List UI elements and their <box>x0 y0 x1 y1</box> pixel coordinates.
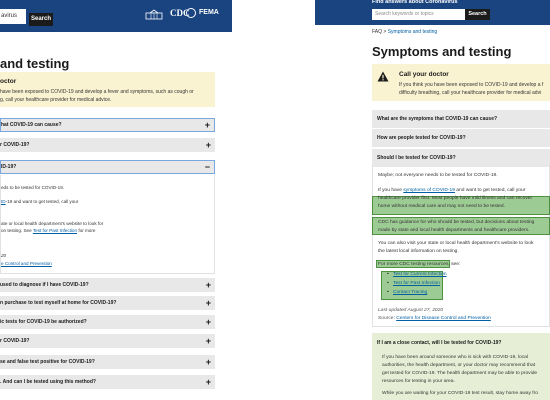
page-title: Symptoms and testing <box>372 44 512 59</box>
accordion-how-tested[interactable]: How are people tested for COVID-19? <box>372 129 550 147</box>
panel-text: on testing. See Test for Past Infection for more <box>1 228 96 233</box>
panel-text: You can also visit your state or local health department's website to look <box>378 241 534 246</box>
search-button[interactable]: Search <box>465 9 490 20</box>
list-item[interactable]: • Test for Current Infection <box>387 272 447 277</box>
accordion-how-tested[interactable]: r COVID-19? + <box>0 138 215 152</box>
call-doctor-alert <box>372 64 550 101</box>
hhs-seal-icon[interactable] <box>186 8 196 18</box>
left-page-view <box>0 0 232 400</box>
accordion-item[interactable]: . And can I be tested using this method? + <box>0 375 215 389</box>
alert-body: If you think you have been exposed to COVID-19 and develop a f difficulty breathing, call your healthcare provider for medical advi <box>399 82 544 96</box>
cdc-logo[interactable]: CDC <box>170 8 190 18</box>
panel-text: While you are waiting for your COVID-19 test result, stay home away fro <box>382 391 539 396</box>
accordion-label: If I am a close contact, will I be tested for COVID-19? <box>377 340 502 346</box>
fema-logo[interactable]: FEMA <box>199 9 219 16</box>
accordion-item[interactable]: r COVID-19? + <box>0 334 215 348</box>
plus-icon: + <box>205 280 211 290</box>
panel-text: the latest local information on testing. <box>378 249 459 254</box>
plus-icon: + <box>205 140 211 150</box>
symptoms-link[interactable]: ID <box>1 199 6 204</box>
accordion-should-be-tested[interactable]: Should I be tested for COVID-19? <box>372 149 550 167</box>
cdc-source-link[interactable]: Centers for Disease Control and Prevention <box>396 316 491 321</box>
panel-text: Maybe; not everyone needs to be tested for COVID-19. <box>378 173 498 178</box>
site-header <box>0 0 232 32</box>
header-tagline: Find answers about Coronavirus <box>372 0 458 5</box>
panel-text: For more CDC testing resources, see: <box>378 262 461 267</box>
call-doctor-alert <box>0 72 215 107</box>
site-header <box>315 0 550 25</box>
accordion-item[interactable]: used to diagnose if I have COVID-19? + <box>0 278 215 292</box>
white-house-icon <box>145 9 163 20</box>
plus-icon: + <box>205 377 211 387</box>
accordion-panel-open <box>0 175 215 274</box>
source-line <box>1 261 52 266</box>
plus-icon: + <box>205 298 211 308</box>
panel-text: ate or local health department's website to look for <box>1 221 104 226</box>
panel-text: made by state and local health departments and healthcare providers. <box>378 228 530 233</box>
breadcrumb-faq[interactable]: FAQ <box>372 29 383 35</box>
panel-text: eds to be tested for COVID-19. <box>1 185 65 190</box>
plus-icon: + <box>205 357 211 367</box>
symptoms-link[interactable]: symptoms of COVID-19 <box>403 188 455 193</box>
plus-icon: + <box>205 317 211 327</box>
panel-text: If you have been around someone who is sick with COVID-19, local <box>382 355 528 360</box>
panel-text: healthcare provider first. Most people have mild illness and can recover <box>378 196 533 201</box>
search-input[interactable]: Search keywords or topics <box>372 9 478 20</box>
alert-body: have been exposed to COVID-19 and develop a fever and symptoms, such as cough or g, call your healthcare provider for medical advice. <box>0 89 194 103</box>
past-infection-link[interactable]: Test for Past Infection <box>32 228 78 233</box>
list-item[interactable]: • Contact Tracing <box>387 290 428 295</box>
accordion-item[interactable]: ic tests for COVID-19 be authorized? + <box>0 315 215 329</box>
page-title: and testing <box>0 56 70 71</box>
panel-text: resources for testing in your area. <box>382 379 455 384</box>
updated-date: Last updated August 27, 2020 <box>378 308 444 313</box>
panel-text: authorities, the health department, or your doctor may recommend that <box>382 363 536 368</box>
search-button[interactable]: Search <box>29 13 53 26</box>
search-input[interactable]: avirus <box>0 9 26 24</box>
accordion-close-contact[interactable] <box>372 333 550 400</box>
plus-icon: + <box>205 336 211 346</box>
panel-text: home without medical care and may not need to be tested. <box>378 204 505 209</box>
list-item[interactable]: • Test for Past Infection <box>387 281 441 286</box>
warning-icon <box>377 71 389 82</box>
panel-text: get tested for COVID-19. The health department may be able to provide <box>382 371 538 376</box>
accordion-should-be-tested[interactable]: ID-19? − <box>0 160 215 174</box>
panel-text: CDC has guidance for who should be tested, but decisions about testing <box>378 220 535 225</box>
breadcrumb: FAQ > Symptoms and testing <box>372 29 438 35</box>
updated-date: 20 <box>1 253 7 258</box>
panel-text: If you have symptoms of COVID-19 and want to get tested, call your <box>378 188 526 193</box>
accordion-symptoms[interactable]: What are the symptoms that COVID-19 can cause? <box>372 110 550 128</box>
panel-text: ID-19 and want to get tested, call your <box>1 199 79 204</box>
accordion-symptoms[interactable]: hat COVID-19 can cause? + <box>0 118 215 132</box>
breadcrumb-current[interactable]: Symptoms and testing <box>387 29 438 35</box>
alert-title: octor <box>0 78 17 85</box>
plus-icon: + <box>204 120 210 130</box>
accordion-item[interactable]: se and false test positive for COVID-19? + <box>0 355 215 369</box>
cdc-source-link[interactable]: e Control and Prevention <box>1 261 52 266</box>
minus-icon: − <box>204 162 210 172</box>
alert-title: Call your doctor <box>399 71 449 78</box>
source-line: Source: Centers for Disease Control and Prevention <box>378 316 491 321</box>
right-page-view <box>315 0 550 400</box>
accordion-item[interactable]: n purchase to test myself at home for COVID-19? + <box>0 296 215 310</box>
